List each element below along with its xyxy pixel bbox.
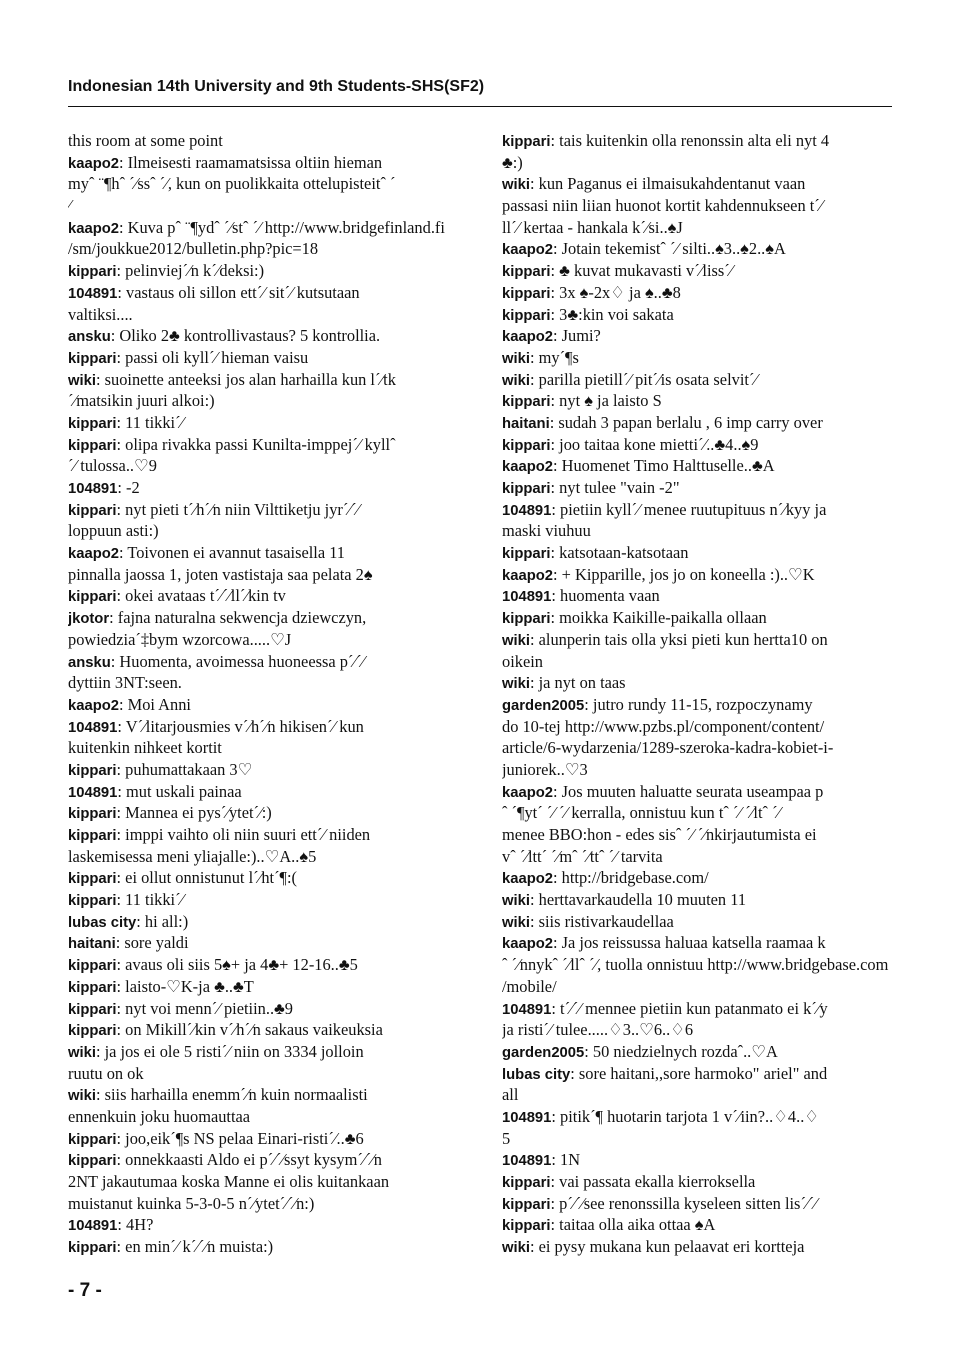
chat-line	[68, 998, 460, 1020]
chat-message-text: : pitik´¶ huotarin tarjota 1 v´⁄iin?..♢4..♢	[551, 1106, 819, 1126]
chat-message-text: kuitenkin nihkeet kortit	[68, 738, 222, 758]
chat-nickname: wiki	[68, 1088, 96, 1105]
chat-message-text: : Jumi?	[553, 326, 601, 346]
chat-line	[502, 304, 894, 326]
chat-message-text: : Mannea ei pys´⁄ytet´⁄:)	[116, 803, 272, 823]
chat-message-text: : Moi Anni	[119, 694, 191, 714]
chat-line	[502, 1128, 894, 1150]
chat-line	[502, 390, 894, 412]
chat-line	[68, 238, 460, 260]
chat-line	[502, 173, 894, 195]
chat-line	[68, 499, 460, 521]
chat-nickname: kippari	[68, 958, 117, 975]
chat-line	[68, 304, 460, 326]
chat-message-text: : vai passata ekalla kierroksella	[550, 1172, 756, 1191]
chat-message-text: ˆ ´¶yt´ ´⁄ ´⁄ kerralla, onnistuu kun tˆ ´⁄ ´⁄ltˆ ´⁄	[502, 803, 781, 823]
chat-line	[502, 217, 894, 239]
chat-line	[502, 716, 894, 738]
chat-line	[68, 976, 460, 998]
chat-message-text: : 11 tikki´⁄	[116, 412, 184, 432]
chat-line	[502, 694, 894, 716]
chat-message-text: : parilla pietill´⁄ pit´⁄is osata selvit´⁄	[529, 369, 758, 389]
chat-message-text: all	[502, 1085, 519, 1105]
chat-line	[68, 564, 460, 586]
chat-message-text: : Jos muuten haluatte seurata useampaa p	[553, 781, 824, 801]
chat-nickname: lubas city	[68, 914, 137, 931]
chat-line	[502, 1084, 894, 1106]
chat-message-text: vˆ ´⁄ltt´ ´⁄mˆ ´⁄ttˆ ´⁄ tarvita	[502, 846, 663, 866]
chat-message-text: maski viuhuu	[502, 521, 591, 541]
chat-line	[502, 1041, 894, 1063]
chat-nickname: kippari	[68, 762, 117, 779]
chat-line	[502, 412, 894, 434]
chat-line	[502, 672, 894, 694]
chat-message-text: : 4H?	[117, 1215, 154, 1235]
chat-line	[68, 1041, 460, 1063]
chat-nickname: 104891	[68, 1218, 118, 1235]
chat-message-text: : siis harhailla enemm´⁄n kuin normaalisti	[95, 1085, 368, 1105]
chat-nickname: kaapo2	[502, 784, 553, 801]
chat-message-text: : sore haitani,,sore harmoko" ariel" and	[570, 1063, 828, 1083]
chat-line	[68, 325, 460, 347]
chat-line	[68, 802, 460, 824]
chat-line	[68, 932, 460, 954]
chat-line	[502, 802, 894, 824]
chat-line	[68, 369, 460, 391]
chat-line	[68, 824, 460, 846]
chat-message-text: : pelinviej´⁄n k´⁄deksi:)	[116, 261, 265, 281]
chat-message-text: ll´⁄ kertaa - hankala k´⁄si..♠J	[502, 217, 683, 237]
chat-line	[502, 1149, 894, 1171]
chat-line	[68, 412, 460, 434]
chat-line	[502, 954, 894, 976]
chat-line	[502, 1019, 894, 1041]
chat-line	[502, 889, 894, 911]
chat-message-text: : t´⁄´⁄ mennee pietiin kun patanmato ei k´⁄y	[551, 998, 828, 1018]
chat-message-text: : sudah 3 papan berlalu , 6 imp carry over	[549, 412, 823, 432]
chat-line	[502, 629, 894, 651]
chat-message-text: : ei ollut onnistunut l´⁄ht´¶:(	[116, 868, 297, 888]
chat-message-text: dyttiin 3NT:seen.	[68, 673, 182, 693]
chat-nickname: kippari	[502, 394, 551, 411]
chat-line	[502, 195, 894, 217]
chat-message-text: : sore yaldi	[115, 933, 189, 953]
chat-message-text: : mut uskali painaa	[117, 781, 242, 801]
chat-message-text: article/6-wydarzenia/1289-szeroka-kadra-kobiet-i-	[502, 738, 834, 758]
chat-line	[68, 607, 460, 629]
chat-nickname: kippari	[68, 806, 117, 823]
chat-message-text: menee BBO:hon - edes sisˆ ´⁄ ´⁄nkirjautumista ei	[502, 825, 817, 844]
chat-nickname: kaapo2	[502, 871, 553, 888]
chat-nickname: 104891	[68, 285, 118, 302]
chat-line	[502, 477, 894, 499]
chat-line	[68, 434, 460, 456]
chat-message-text: this room at some point	[68, 131, 223, 150]
chat-nickname: wiki	[502, 177, 530, 194]
chat-message-text: ⁄	[68, 196, 71, 216]
chat-nickname: 104891	[68, 784, 118, 801]
header-divider	[68, 106, 892, 107]
chat-message-text: : my´¶s	[529, 347, 579, 367]
chat-nickname: jkotor	[68, 611, 110, 628]
chat-line	[502, 434, 894, 456]
chat-message-text: : ja jos ei ole 5 risti´⁄ niin on 3334 jolloin	[95, 1041, 364, 1061]
chat-nickname: kippari	[502, 285, 551, 302]
chat-line	[502, 998, 894, 1020]
chat-line	[68, 173, 460, 195]
chat-nickname: wiki	[502, 676, 530, 693]
chat-message-text: : Ja jos reissussa haluaa katsella raamaa k	[553, 933, 826, 953]
chat-line	[502, 1236, 894, 1258]
chat-line	[68, 130, 460, 152]
chat-message-text: : puhumattakaan 3♡	[116, 759, 253, 779]
chat-nickname: wiki	[502, 1240, 530, 1257]
chat-nickname: wiki	[68, 372, 96, 389]
chat-nickname: kippari	[502, 1175, 551, 1191]
chat-message-text: : vastaus oli sillon ett´⁄ sit´⁄ kutsutaan	[117, 282, 360, 302]
chat-nickname: kippari	[502, 481, 551, 497]
chat-line	[68, 217, 460, 239]
chat-nickname: kippari	[502, 1218, 551, 1235]
chat-line	[502, 1063, 894, 1085]
chat-nickname: haitani	[502, 415, 550, 432]
chat-line	[502, 1193, 894, 1215]
chat-nickname: wiki	[68, 1044, 96, 1061]
chat-message-text: : V´⁄litarjousmies v´⁄h´⁄n hikisen´⁄ kun	[117, 716, 364, 736]
chat-line	[68, 1063, 460, 1085]
chat-message-text: ennenkuin joku huomauttaa	[68, 1106, 251, 1126]
chat-nickname: kaapo2	[502, 242, 553, 259]
chat-line	[68, 1236, 460, 1258]
chat-message-text: : onnekkaasti Aldo ei p´⁄´⁄ssyt kysym´⁄´⁄n	[116, 1150, 382, 1170]
chat-nickname: kippari	[68, 979, 117, 996]
chat-message-text: : nyt voi menn´⁄ pietiin..♣9	[116, 998, 294, 1018]
chat-nickname: kippari	[68, 1131, 117, 1148]
chat-message-text: 2NT jakautumaa koska Manne ei olis kuitankaan	[68, 1172, 390, 1191]
chat-nickname: kippari	[68, 264, 117, 281]
chat-line	[68, 520, 460, 542]
chat-nickname: kippari	[68, 350, 117, 367]
chat-message-text: /mobile/	[502, 976, 557, 996]
chat-message-text: : kun Paganus ei ilmaisukahdentanut vaan	[529, 174, 806, 194]
chat-nickname: 104891	[502, 1001, 552, 1018]
chat-line	[68, 585, 460, 607]
chat-line	[502, 651, 894, 673]
chat-line	[68, 390, 460, 412]
chat-nickname: kippari	[68, 871, 117, 888]
chat-message-text: : alunperin tais olla yksi pieti kun hertta10 on	[529, 629, 828, 649]
chat-nickname: kippari	[68, 1023, 117, 1040]
chat-message-text: : olipa rivakka passi Kunilta-imppej´⁄ kyllˆ	[116, 434, 396, 454]
chat-line	[68, 651, 460, 673]
chat-nickname: kaapo2	[68, 220, 119, 237]
chat-line	[68, 867, 460, 889]
chat-message-text: : moikka Kaikille-paikalla ollaan	[550, 608, 767, 628]
chat-message-text: : Jotain tekemistˆ ´⁄ silti..♠3..♠2..♠A	[553, 239, 786, 259]
chat-line	[502, 846, 894, 868]
chat-line	[68, 954, 460, 976]
chat-nickname: kippari	[68, 502, 117, 519]
chat-message-text: : joo taitaa kone mietti´⁄..♣4..♠9	[550, 434, 759, 454]
chat-nickname: kippari	[68, 437, 117, 454]
chat-message-text: 5	[502, 1128, 511, 1148]
chat-nickname: kippari	[502, 1196, 551, 1213]
chat-line	[502, 260, 894, 282]
chat-message-text: : 3x ♠-2x♢ ja ♠..♣8	[550, 282, 681, 302]
chat-message-text: myˆ ¨¶hˆ ´⁄ssˆ ´⁄, kun on puolikkaita ottelupisteitˆ ´	[68, 174, 396, 194]
chat-line	[502, 1214, 894, 1236]
chat-nickname: kippari	[68, 589, 117, 606]
chat-nickname: kippari	[68, 1153, 117, 1170]
chat-line	[502, 1106, 894, 1128]
chat-message-text: : huomenta vaan	[551, 586, 660, 606]
chat-line	[68, 347, 460, 369]
chat-nickname: kaapo2	[68, 697, 119, 714]
chat-message-text: ´⁄ tulossa..♡9	[68, 456, 157, 476]
chat-line	[502, 520, 894, 542]
chat-line	[502, 976, 894, 998]
chat-line	[68, 152, 460, 174]
chat-message-text: : tais kuitenkin olla renonssin alta eli nyt 4	[550, 131, 830, 150]
chat-log-right-column	[502, 130, 894, 1258]
chat-message-text: : http://bridgebase.com/	[553, 868, 709, 888]
chat-line	[68, 455, 460, 477]
chat-nickname: wiki	[502, 914, 530, 931]
chat-message-text: : + Kipparille, jos jo on koneella :)..♡K	[553, 564, 815, 584]
chat-nickname: kaapo2	[502, 936, 553, 953]
chat-message-text: : jutro rundy 11-15, rozpoczynamy	[584, 694, 813, 714]
chat-nickname: 104891	[68, 481, 118, 497]
chat-nickname: kippari	[502, 546, 551, 563]
chat-message-text: : Toivonen ei avannut tasaisella 11	[119, 543, 345, 563]
chat-line	[502, 759, 894, 781]
chat-message-text: : siis ristivarkaudellaa	[529, 911, 674, 931]
chat-message-text: : nyt pieti t´⁄h´⁄n niin Vilttiketju jyr´⁄´⁄	[116, 499, 360, 519]
chat-line	[68, 477, 460, 499]
chat-message-text: ♣:)	[502, 152, 523, 172]
chat-line	[502, 455, 894, 477]
chat-message-text: : p´⁄´⁄see renonssilla kyseleen sitten lis´⁄´⁄	[550, 1193, 817, 1213]
chat-message-text: valtiksi....	[68, 304, 133, 324]
chat-line	[502, 499, 894, 521]
chat-message-text: : en min´⁄ k´⁄´⁄n muista:)	[116, 1237, 274, 1257]
chat-message-text: oikein	[502, 651, 543, 671]
chat-message-text: : herttavarkaudella 10 muuten 11	[529, 890, 747, 910]
chat-message-text: : fajna naturalna sekwencja dziewczyn,	[109, 608, 367, 628]
chat-message-text: : okei avataas t´⁄´⁄ll´⁄kin tv	[116, 586, 286, 606]
chat-log-left-column	[68, 130, 460, 1258]
chat-nickname: haitani	[68, 936, 116, 953]
chat-nickname: kaapo2	[502, 329, 553, 346]
chat-message-text: : ♣ kuvat mukavasti v´⁄liss´⁄	[550, 261, 733, 281]
chat-line	[502, 1171, 894, 1193]
chat-message-text: : taitaa olla aika ottaa ♠A	[550, 1215, 716, 1235]
chat-nickname: 104891	[502, 1109, 552, 1126]
chat-nickname: kippari	[502, 437, 551, 454]
chat-line	[502, 282, 894, 304]
chat-nickname: kippari	[502, 134, 551, 150]
chat-nickname: kaapo2	[502, 567, 553, 584]
chat-message-text: : Oliko 2♣ kontrollivastaus? 5 kontrollia.	[110, 326, 381, 346]
chat-line	[68, 260, 460, 282]
chat-message-text: : katsotaan-katsotaan	[550, 543, 689, 563]
chat-nickname: wiki	[502, 372, 530, 389]
chat-line	[68, 1171, 460, 1193]
chat-message-text: pinnalla jaossa 1, joten vastistaja saa pelata 2♠	[68, 564, 373, 584]
chat-line	[68, 1019, 460, 1041]
chat-nickname: kippari	[68, 893, 117, 910]
chat-line	[68, 1084, 460, 1106]
chat-line	[68, 1128, 460, 1150]
chat-nickname: 104891	[68, 719, 118, 736]
chat-message-text: : imppi vaihto oli niin suuri ett´⁄ niiden	[116, 825, 371, 844]
chat-line	[68, 542, 460, 564]
chat-nickname: wiki	[502, 893, 530, 910]
chat-line	[502, 932, 894, 954]
chat-message-text: : 11 tikki´⁄	[116, 890, 184, 910]
chat-message-text: ˆ ´⁄nnykˆ ´⁄llˆ ´⁄, tuolla onnistuu http://www.bridgebase.com	[502, 955, 889, 975]
chat-line	[68, 1214, 460, 1236]
chat-message-text: : -2	[117, 478, 140, 497]
chat-nickname: 104891	[502, 589, 552, 606]
chat-message-text: ruutu on ok	[68, 1063, 144, 1083]
chat-message-text: ja risti´⁄ tulee.....♢3..♡6..♢6	[502, 1020, 694, 1040]
chat-message-text: : 1N	[551, 1150, 581, 1170]
chat-message-text: : nyt ♠ ja laisto S	[550, 391, 662, 411]
chat-line	[502, 564, 894, 586]
chat-nickname: kippari	[68, 828, 117, 844]
chat-message-text: /sm/joukkue2012/bulletin.php?pic=18	[68, 239, 319, 259]
chat-message-text: powiedzia´‡bym wzorcowa.....♡J	[68, 629, 292, 649]
chat-nickname: garden2005	[502, 1044, 585, 1061]
chat-message-text: passasi niin liian huonot kortit kahdennukseen t´⁄	[502, 196, 823, 216]
chat-message-text: juniorek..♡3	[502, 759, 588, 779]
chat-nickname: wiki	[502, 350, 530, 367]
chat-line	[502, 585, 894, 607]
chat-message-text: : avaus oli siis 5♠+ ja 4♣+ 12-16..♣5	[116, 955, 358, 975]
chat-line	[502, 781, 894, 803]
chat-line	[68, 1149, 460, 1171]
chat-line	[68, 1193, 460, 1215]
chat-message-text: : pietiin kyll´⁄ menee ruutupituus n´⁄kyy ja	[551, 499, 827, 519]
chat-message-text: : 3♣:kin voi sakata	[550, 304, 674, 324]
chat-line	[68, 889, 460, 911]
chat-message-text: : 50 niedzielnych rozdaˆ..♡A	[584, 1041, 778, 1061]
chat-line	[68, 781, 460, 803]
chat-message-text: : Kuva pˆ ¨¶ydˆ ´⁄stˆ ´⁄ http://www.bridgefinland.fi	[119, 217, 445, 237]
page-number: - 7 -	[68, 1280, 102, 1301]
chat-message-text: ´⁄matsikin juuri alkoi:)	[68, 391, 215, 411]
chat-line	[502, 607, 894, 629]
chat-nickname: wiki	[502, 632, 530, 649]
chat-nickname: lubas city	[502, 1066, 571, 1083]
chat-message-text: : Huomenta, avoimessa huoneessa p´⁄´⁄	[110, 651, 365, 671]
chat-line	[68, 629, 460, 651]
chat-message-text: : laisto-♡K-ja ♣..♣T	[116, 976, 254, 996]
chat-message-text: : passi oli kyll´⁄ hieman vaisu	[116, 347, 309, 367]
chat-line	[502, 911, 894, 933]
page-header-title: Indonesian 14th University and 9th Students-SHS(SF2)	[68, 78, 485, 95]
chat-line	[502, 867, 894, 889]
chat-line	[68, 195, 460, 217]
chat-message-text: : hi all:)	[136, 911, 189, 931]
chat-nickname: kaapo2	[68, 155, 119, 172]
chat-line	[502, 737, 894, 759]
chat-message-text: loppuun asti:)	[68, 521, 159, 541]
chat-nickname: ansku	[68, 654, 111, 671]
chat-message-text: : joo,eik´¶s NS pelaa Einari-risti´⁄..♣6	[116, 1128, 364, 1148]
chat-nickname: kippari	[502, 611, 551, 628]
chat-message-text: : nyt tulee "vain -2"	[550, 478, 680, 497]
chat-nickname: garden2005	[502, 697, 585, 714]
chat-nickname: kaapo2	[68, 546, 119, 563]
chat-line	[502, 369, 894, 391]
chat-message-text: laskemisessa meni yliajalle:)..♡A..♠5	[68, 846, 317, 866]
chat-message-text: do 10-tej http://www.pzbs.pl/component/content/	[502, 716, 825, 736]
chat-message-text: : Huomenet Timo Halttuselle..♣A	[553, 456, 775, 476]
chat-line	[502, 325, 894, 347]
chat-line	[68, 846, 460, 868]
chat-line	[502, 347, 894, 369]
chat-message-text: : Ilmeisesti raamamatsissa oltiin hieman	[119, 152, 383, 172]
chat-nickname: kippari	[502, 307, 551, 324]
chat-line	[502, 542, 894, 564]
chat-nickname: 104891	[502, 502, 552, 519]
chat-nickname: kippari	[68, 1001, 117, 1018]
chat-line	[68, 694, 460, 716]
chat-line	[68, 716, 460, 738]
chat-message-text: : suoinette anteeksi jos alan harhailla kun l´⁄tk	[95, 369, 396, 389]
chat-line	[68, 672, 460, 694]
chat-line	[68, 282, 460, 304]
chat-message-text: : ja nyt on taas	[529, 673, 626, 693]
chat-message-text: : ei pysy mukana kun pelaavat eri kortteja	[529, 1237, 805, 1257]
chat-nickname: ansku	[68, 329, 111, 346]
chat-nickname: kaapo2	[502, 459, 553, 476]
chat-line	[68, 737, 460, 759]
chat-nickname: kippari	[502, 264, 551, 281]
chat-nickname: 104891	[502, 1153, 552, 1170]
chat-nickname: kippari	[68, 1240, 117, 1257]
chat-line	[68, 1106, 460, 1128]
chat-nickname: kippari	[68, 415, 117, 432]
chat-message-text: : on Mikill´⁄kin v´⁄h´⁄n sakaus vaikeuksia	[116, 1020, 383, 1040]
chat-line	[68, 759, 460, 781]
chat-line	[502, 824, 894, 846]
chat-line	[502, 152, 894, 174]
chat-line	[68, 911, 460, 933]
chat-line	[502, 130, 894, 152]
chat-message-text: muistanut kuinka 5-3-0-5 n´⁄ytet´⁄´⁄n:)	[68, 1193, 315, 1213]
chat-line	[502, 238, 894, 260]
